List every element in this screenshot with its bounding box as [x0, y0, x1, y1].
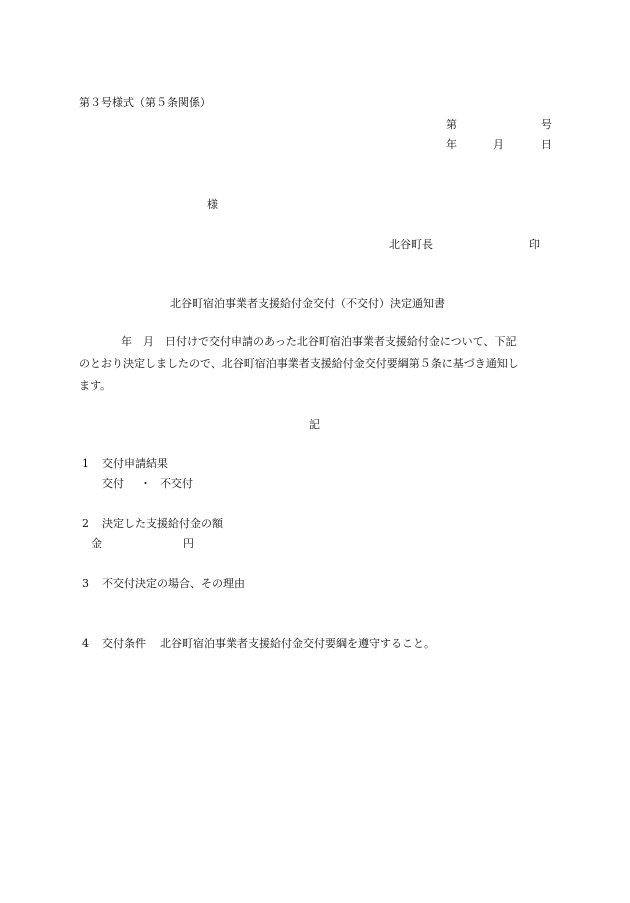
item-1-number: 1 [82, 457, 89, 470]
amount-suffix: 円 [183, 537, 194, 550]
doc-number-prefix: 第 [446, 118, 457, 131]
item-4-heading: 交付条件 [102, 637, 146, 650]
date-day: 日 [541, 138, 552, 151]
date-year: 年 [446, 138, 457, 151]
doc-title: 北谷町宿泊事業者支援給付金交付（不交付）決定通知書 [170, 297, 445, 310]
option-fukofu: 不交付 [160, 477, 193, 490]
item-4-detail: 北谷町宿泊事業者支援給付金交付要綱を遵守すること。 [160, 637, 435, 650]
form-label: 第３号様式（第５条関係） [79, 96, 211, 109]
sender-title: 北谷町長 [389, 238, 433, 251]
body-line-1: 年 月 日付けで交付申請のあった北谷町宿泊事業者支援給付金について、下記 [121, 335, 517, 348]
body-line-3: ます。 [79, 379, 112, 392]
ki-label: 記 [309, 418, 320, 431]
item-3-heading: 不交付決定の場合、その理由 [102, 577, 245, 590]
body-line-2: のとおり決定しましたので、北谷町宿泊事業者支援給付金交付要綱第５条に基づき通知し [79, 357, 519, 370]
item-1-heading: 交付申請結果 [102, 457, 168, 470]
recipient-suffix: 様 [207, 198, 218, 211]
option-kofu: 交付 [102, 477, 124, 490]
item-2-heading: 決定した支援給付金の額 [102, 517, 223, 530]
item-2-number: 2 [82, 517, 89, 530]
date-month: 月 [493, 138, 504, 151]
doc-number-suffix: 号 [541, 118, 552, 131]
item-3-number: 3 [82, 577, 89, 590]
amount-prefix: 金 [91, 537, 102, 550]
seal-mark: 印 [529, 238, 540, 251]
option-separator: ・ [140, 477, 151, 490]
item-4-number: 4 [82, 637, 89, 650]
